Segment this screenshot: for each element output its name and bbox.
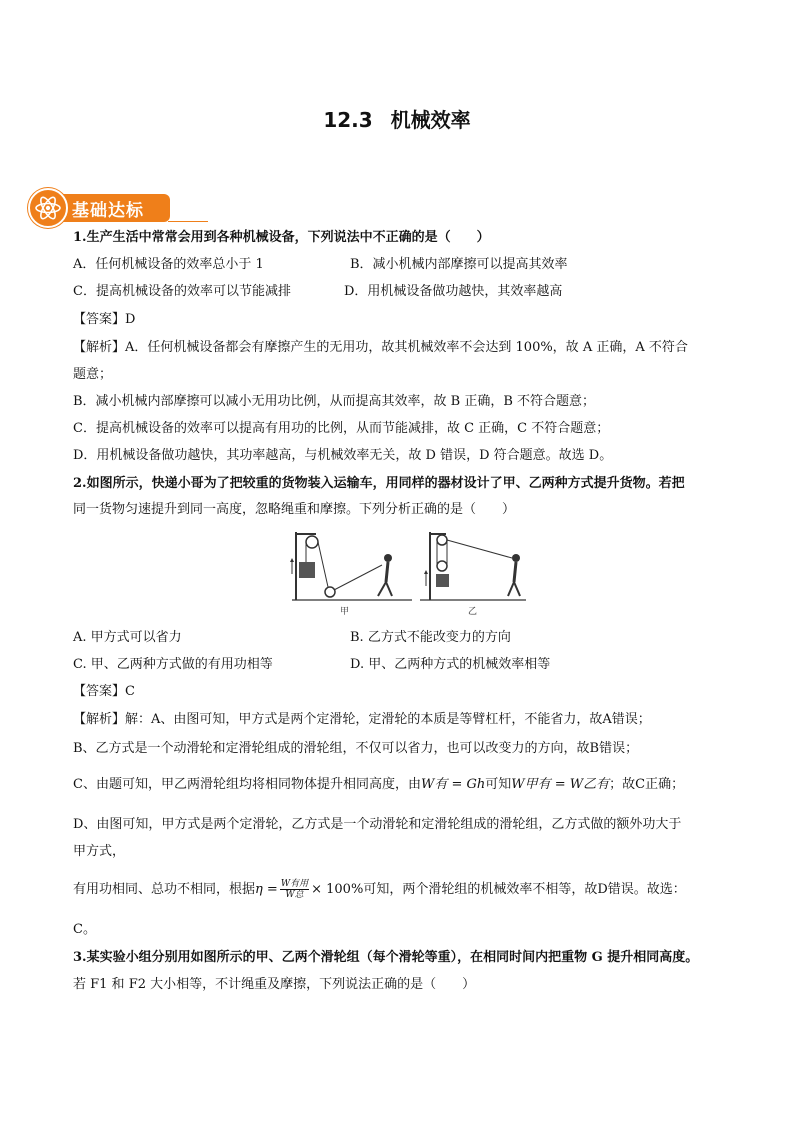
q1-option-c: C．提高机械设备的效率可以节能减排 [73, 284, 291, 299]
q2-stem-2: 同一货物匀速提升到同一高度，忽略绳重和摩擦。下列分析正确的是（ ） [73, 502, 516, 517]
q2-stem-1: 2.如图所示，快递小哥为了把较重的货物装入运输车，用同样的器材设计了甲、乙两种方式提升货物。若把 [73, 476, 685, 491]
q1-explanation-4: C．提高机械设备的效率可以提高有用功的比例，从而节能减排，故 C 正确，C 不符合题意； [73, 421, 610, 436]
section-label: 基础达标 [72, 201, 144, 221]
q2-option-b: B. 乙方式不能改变力的方向 [350, 630, 511, 645]
q1-option-a: A．任何机械设备的效率总小于 1 [73, 257, 264, 272]
atom-icon [28, 188, 68, 228]
q1-stem: 1.生产生活中常常会用到各种机械设备，下列说法中不正确的是（ ） [73, 230, 490, 245]
q2-answer: 【答案】C [73, 684, 135, 699]
q1-explanation-2: 题意； [73, 367, 113, 382]
figure-label-yi: 乙 [468, 607, 478, 617]
q1-explanation-1: 【解析】A．任何机械设备都会有摩擦产生的无用功，故其机械效率不会达到 100%，故 A 正确，A 不符合 [73, 340, 688, 355]
q3-stem-2: 若 F1 和 F2 大小相等，不计绳重及摩擦，下列说法正确的是（ ） [73, 977, 476, 992]
q2-option-d: D. 甲、乙两种方式的机械效率相等 [350, 657, 551, 672]
section-title: 机械效率 [390, 108, 471, 132]
page-title [0, 104, 794, 133]
q2-explanation-7: C。 [73, 922, 96, 937]
q2-explanation-4: D、由图可知，甲方式是两个定滑轮，乙方式是一个动滑轮和定滑轮组成的滑轮组，乙方式做的额外功大于 [73, 817, 682, 832]
q2-explanation-2: B、乙方式是一个动滑轮和定滑轮组成的滑轮组，不仅可以省力，也可以改变力的方向，故B错误； [73, 741, 639, 756]
pulley-figure [290, 530, 530, 620]
section-number: 12.3 [323, 108, 373, 132]
formula-work-equal: W甲有 = W乙有 [511, 777, 610, 792]
q2-explanation-6: 有用功相同、总功不相同，根据η = $\frac{\text{W有用}}{\text{W总}}$ × 100%可知，两个滑轮组的机械效率不相等，故D错误。故选： [73, 879, 686, 900]
q2-option-c: C. 甲、乙两种方式做的有用功相等 [73, 657, 273, 672]
q3-stem-1: 3.某实验小组分别用如图所示的甲、乙两个滑轮组（每个滑轮等重），在相同时间内把重物 G 提升相同高度。 [73, 950, 699, 965]
section-banner [28, 188, 172, 228]
figure-label-jia: 甲 [340, 607, 350, 617]
q2-option-a: A. 甲方式可以省力 [73, 630, 182, 645]
q1-option-b: B．减小机械内部摩擦可以提高其效率 [350, 257, 568, 272]
q2-explanation-5: 甲方式， [73, 844, 126, 859]
q1-explanation-3: B．减小机械内部摩擦可以减小无用功比例，从而提高其效率，故 B 正确，B 不符合题意； [73, 394, 596, 409]
q2-explanation-1: 【解析】解：A、由图可知，甲方式是两个定滑轮，定滑轮的本质是等臂杠杆，不能省力，故A错误； [73, 712, 651, 727]
formula-work: W有 = Gh [420, 777, 486, 792]
formula-eta: η = [255, 882, 278, 897]
q1-explanation-5: D．用机械设备做功越快，其功率越高，与机械效率无关，故 D 错误，D 符合题意。故选 D。 [73, 448, 613, 463]
q2-explanation-3: C、由题可知，甲乙两滑轮组均将相同物体提升相同高度，由W有 = Gh可知W甲有 = W乙有；故C正确； [73, 777, 685, 792]
efficiency-fraction: $\frac{\text{W有用}}{\text{W总}}$ [280, 879, 309, 900]
q1-answer: 【答案】D [73, 312, 136, 327]
q1-option-d: D．用机械设备做功越快，其效率越高 [344, 284, 563, 299]
